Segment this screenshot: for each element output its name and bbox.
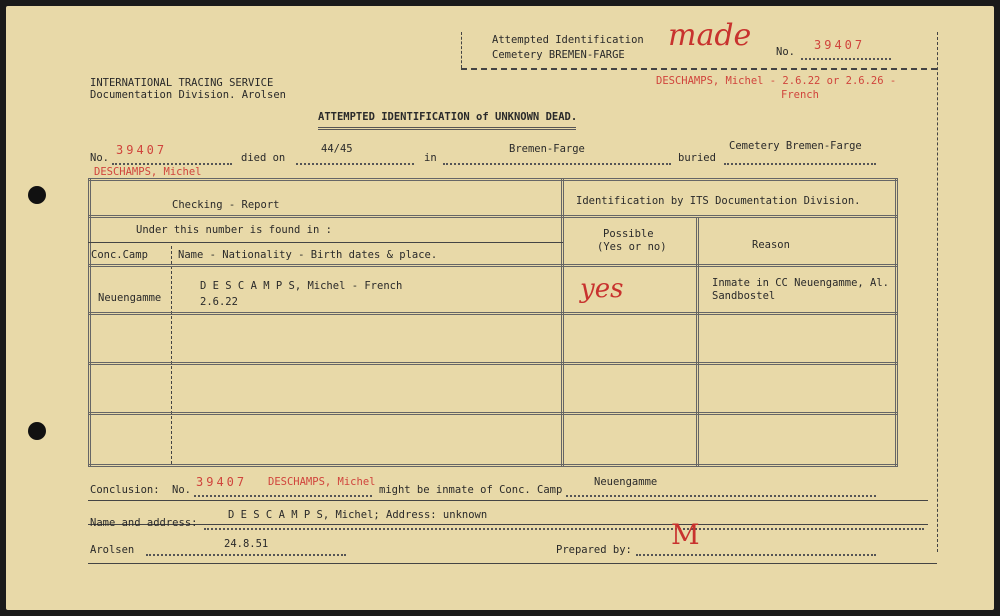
died-value: 44/45	[321, 143, 353, 155]
footer-date-dots	[146, 554, 346, 556]
conclusion-no-value: 39407	[196, 475, 248, 489]
header-no-dots	[801, 58, 891, 60]
under-number-heading: Under this number is found in :	[136, 224, 332, 236]
card-right-border	[937, 32, 938, 552]
table-header-line	[88, 215, 898, 218]
box-title-line1: Attempted Identification	[492, 34, 644, 46]
table-left-border	[88, 178, 91, 467]
table-subheader-line	[88, 242, 563, 243]
table-middle-border	[561, 178, 564, 467]
row1-reason-line2: Sandbostel	[712, 290, 776, 302]
box-title-line2: Cemetery BREMEN-FARGE	[492, 49, 625, 61]
died-dots	[296, 163, 414, 165]
punch-hole-top	[28, 186, 46, 204]
conclusion-label: Conclusion:	[90, 484, 160, 496]
row1-name: D E S C A M P S, Michel - French	[200, 280, 403, 292]
table-row1-line	[88, 312, 898, 315]
org-line2: Documentation Division. Arolsen	[90, 89, 286, 101]
org-line1: INTERNATIONAL TRACING SERVICE	[90, 77, 274, 89]
in-dots	[443, 163, 671, 165]
col-possible-header-1: Possible	[603, 228, 654, 240]
separator-3	[88, 563, 937, 564]
box-bottom-border	[461, 68, 937, 70]
no-label: No.	[90, 152, 109, 164]
header-no-label: No.	[776, 46, 795, 58]
header-no-value: 39407	[814, 38, 866, 52]
name-stamp: DESCHAMPS, Michel	[94, 166, 202, 178]
name-address-dots	[204, 528, 924, 530]
in-label: in	[424, 152, 437, 164]
person-header-line1: DESCHAMPS, Michel - 2.6.22 or 2.6.26 -	[656, 75, 897, 87]
table-top-border	[88, 178, 898, 181]
separator-2	[88, 524, 928, 525]
checking-report-heading: Checking - Report	[172, 199, 280, 211]
col-camp-header: Conc.Camp	[91, 249, 148, 261]
conclusion-text: might be inmate of Conc. Camp	[379, 484, 563, 496]
conclusion-camp-dots	[566, 495, 876, 497]
col-possible-header-2: (Yes or no)	[597, 241, 667, 253]
prepared-by-label: Prepared by:	[556, 544, 632, 556]
col-reason-header: Reason	[752, 239, 790, 251]
died-label: died on	[241, 152, 286, 164]
table-reason-border	[696, 218, 699, 467]
identification-heading: Identification by ITS Documentation Division.	[576, 195, 861, 207]
no-dots	[112, 163, 232, 165]
box-left-border	[461, 32, 462, 68]
buried-label: buried	[678, 152, 716, 164]
separator-1	[88, 500, 928, 501]
table-bottom-border	[88, 464, 898, 467]
prepared-by-initial: M	[671, 518, 700, 551]
no-value: 39407	[116, 143, 168, 157]
document-card	[6, 6, 994, 610]
buried-dots	[724, 163, 876, 165]
handwritten-made: made	[668, 18, 752, 53]
name-address-value: D E S C A M P S, Michel; Address: unknown	[228, 509, 488, 521]
conclusion-camp: Neuengamme	[594, 476, 658, 488]
form-title: ATTEMPTED IDENTIFICATION of UNKNOWN DEAD.	[318, 111, 578, 123]
conclusion-no-label: No.	[172, 484, 191, 496]
in-value: Bremen-Farge	[509, 143, 585, 155]
buried-value: Cemetery Bremen-Farge	[729, 140, 862, 152]
row1-birth: 2.6.22	[200, 296, 238, 308]
punch-hole-bottom	[28, 422, 46, 440]
table-row3-line	[88, 412, 898, 415]
table-camp-border	[171, 246, 172, 464]
table-right-border	[895, 178, 898, 467]
col-name-header: Name - Nationality - Birth dates & place.	[178, 249, 438, 261]
row1-camp: Neuengamme	[98, 292, 162, 304]
conclusion-name-stamp: DESCHAMPS, Michel	[268, 476, 376, 488]
prepared-by-dots	[636, 554, 876, 556]
footer-place: Arolsen	[90, 544, 135, 556]
conclusion-no-dots	[194, 495, 372, 497]
row1-reason-line1: Inmate in CC Neuengamme, Al.	[712, 277, 890, 289]
row1-possible-handwritten: yes	[580, 274, 624, 304]
form-title-underline	[318, 127, 576, 130]
footer-date: 24.8.51	[224, 538, 269, 550]
table-colheader-line	[88, 264, 898, 267]
person-header-line2: French	[781, 89, 819, 101]
name-address-label: Name and address:	[90, 517, 198, 529]
table-row2-line	[88, 362, 898, 365]
